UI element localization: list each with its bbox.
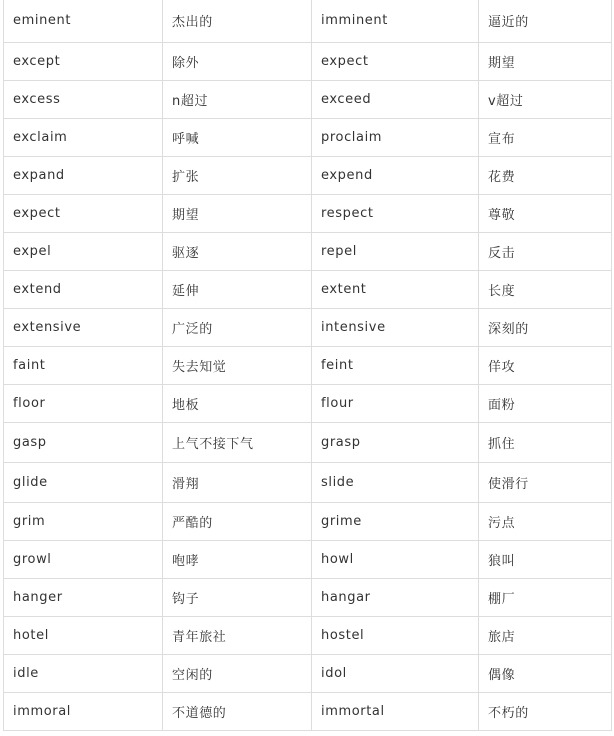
word-b-cell: hangar <box>312 579 479 617</box>
meaning-a-cell: 扩张 <box>163 157 312 195</box>
word-a-cell: exclaim <box>4 119 163 157</box>
word-a-cell: expand <box>4 157 163 195</box>
meaning-a-cell: 空闲的 <box>163 655 312 693</box>
meaning-b-cell: v超过 <box>479 81 612 119</box>
meaning-a-cell: 延伸 <box>163 271 312 309</box>
meaning-a-cell: 失去知觉 <box>163 347 312 385</box>
meaning-a-cell: 咆哮 <box>163 541 312 579</box>
meaning-b-cell: 逼近的 <box>479 0 612 43</box>
word-a-cell: hotel <box>4 617 163 655</box>
table-row <box>4 309 612 347</box>
meaning-a-cell: 杰出的 <box>163 0 312 43</box>
meaning-a-cell: 期望 <box>163 195 312 233</box>
word-a-cell: faint <box>4 347 163 385</box>
table-row <box>4 463 612 503</box>
word-a-cell: expect <box>4 195 163 233</box>
meaning-b-cell: 棚厂 <box>479 579 612 617</box>
word-b-cell: grasp <box>312 423 479 463</box>
word-a-cell: excess <box>4 81 163 119</box>
word-b-cell: expect <box>312 43 479 81</box>
meaning-b-cell: 使滑行 <box>479 463 612 503</box>
word-b-cell: extent <box>312 271 479 309</box>
word-b-cell: imminent <box>312 0 479 43</box>
word-b-cell: idol <box>312 655 479 693</box>
meaning-b-cell: 不朽的 <box>479 693 612 731</box>
meaning-b-cell: 偶像 <box>479 655 612 693</box>
word-a-cell: grim <box>4 503 163 541</box>
meaning-b-cell: 深刻的 <box>479 309 612 347</box>
meaning-a-cell: 广泛的 <box>163 309 312 347</box>
word-a-cell: gasp <box>4 423 163 463</box>
word-b-cell: expend <box>312 157 479 195</box>
table-row <box>4 541 612 579</box>
meaning-b-cell: 长度 <box>479 271 612 309</box>
table-row <box>4 195 612 233</box>
meaning-b-cell: 面粉 <box>479 385 612 423</box>
meaning-a-cell: n超过 <box>163 81 312 119</box>
meaning-a-cell: 上气不接下气 <box>163 423 312 463</box>
table-row <box>4 655 612 693</box>
word-a-cell: eminent <box>4 0 163 43</box>
word-a-cell: floor <box>4 385 163 423</box>
word-b-cell: howl <box>312 541 479 579</box>
meaning-b-cell: 尊敬 <box>479 195 612 233</box>
meaning-a-cell: 呼喊 <box>163 119 312 157</box>
word-a-cell: extensive <box>4 309 163 347</box>
meaning-a-cell: 除外 <box>163 43 312 81</box>
meaning-a-cell: 不道德的 <box>163 693 312 731</box>
table-row <box>4 81 612 119</box>
table-row <box>4 233 612 271</box>
meaning-b-cell: 宣布 <box>479 119 612 157</box>
word-a-cell: extend <box>4 271 163 309</box>
table-row <box>4 157 612 195</box>
table-row <box>4 0 612 43</box>
meaning-a-cell: 滑翔 <box>163 463 312 503</box>
meaning-b-cell: 污点 <box>479 503 612 541</box>
meaning-b-cell: 旅店 <box>479 617 612 655</box>
meaning-b-cell: 佯攻 <box>479 347 612 385</box>
word-a-cell: immoral <box>4 693 163 731</box>
table-row <box>4 503 612 541</box>
meaning-a-cell: 地板 <box>163 385 312 423</box>
word-b-cell: exceed <box>312 81 479 119</box>
meaning-b-cell: 反击 <box>479 233 612 271</box>
meaning-a-cell: 钩子 <box>163 579 312 617</box>
table-row <box>4 617 612 655</box>
word-b-cell: flour <box>312 385 479 423</box>
table-row <box>4 423 612 463</box>
table-row <box>4 347 612 385</box>
word-b-cell: respect <box>312 195 479 233</box>
word-a-cell: hanger <box>4 579 163 617</box>
word-b-cell: intensive <box>312 309 479 347</box>
word-pair-table <box>3 0 612 731</box>
word-a-cell: growl <box>4 541 163 579</box>
word-b-cell: slide <box>312 463 479 503</box>
word-b-cell: proclaim <box>312 119 479 157</box>
table-row <box>4 385 612 423</box>
table-row <box>4 119 612 157</box>
word-b-cell: grime <box>312 503 479 541</box>
word-b-cell: repel <box>312 233 479 271</box>
word-pair-table-body <box>4 0 612 731</box>
meaning-a-cell: 严酷的 <box>163 503 312 541</box>
table-row <box>4 43 612 81</box>
meaning-a-cell: 驱逐 <box>163 233 312 271</box>
meaning-b-cell: 狼叫 <box>479 541 612 579</box>
meaning-b-cell: 花费 <box>479 157 612 195</box>
word-a-cell: except <box>4 43 163 81</box>
word-b-cell: hostel <box>312 617 479 655</box>
word-a-cell: expel <box>4 233 163 271</box>
table-row <box>4 579 612 617</box>
word-pair-table-container <box>3 0 611 731</box>
meaning-a-cell: 青年旅社 <box>163 617 312 655</box>
meaning-b-cell: 期望 <box>479 43 612 81</box>
word-a-cell: idle <box>4 655 163 693</box>
table-row <box>4 271 612 309</box>
meaning-b-cell: 抓住 <box>479 423 612 463</box>
word-b-cell: immortal <box>312 693 479 731</box>
table-row <box>4 693 612 731</box>
word-b-cell: feint <box>312 347 479 385</box>
word-a-cell: glide <box>4 463 163 503</box>
